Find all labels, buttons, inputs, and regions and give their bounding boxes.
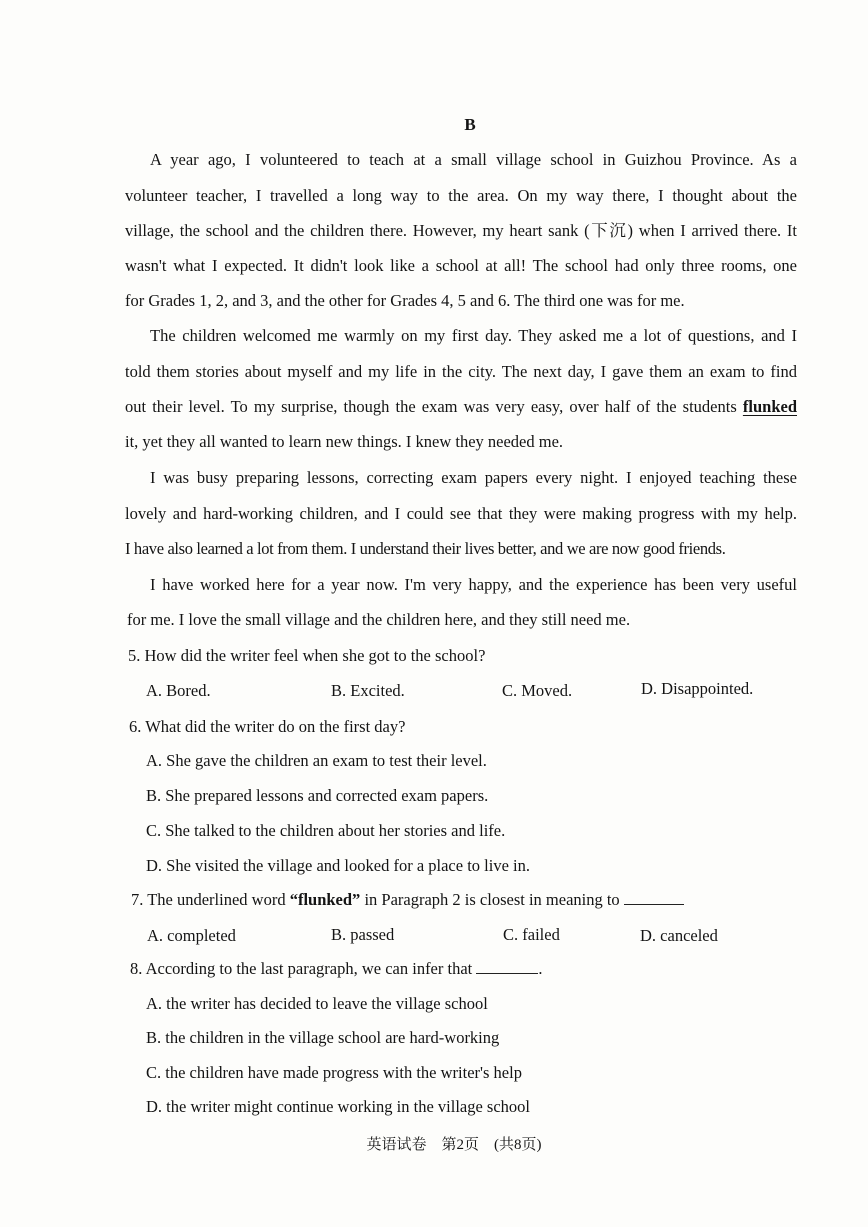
passage-line: I have also learned a lot from them. I understand their lives better, and we are now good friends. bbox=[125, 539, 726, 558]
question-stem bbox=[130, 958, 543, 980]
answer-blank bbox=[476, 959, 538, 974]
passage-line: village, the school and the children there. However, my heart sank (下沉) when I arrived there. It bbox=[125, 221, 797, 240]
stem-text: in Paragraph 2 is closest in meaning to bbox=[360, 890, 624, 909]
stem-text: . bbox=[538, 959, 543, 978]
section-label: B bbox=[464, 115, 476, 134]
stem-text: 7. The underlined word bbox=[131, 890, 290, 909]
passage-line: I have worked here for a year now. I'm very happy, and the experience has been very useful bbox=[150, 575, 797, 594]
passage-line: volunteer teacher, I travelled a long way to the area. On my way there, I thought about the bbox=[125, 186, 797, 205]
option-d: D. the writer might continue working in the village school bbox=[146, 1097, 531, 1116]
page-footer: 英语试卷 第2页 (共8页) bbox=[366, 1137, 542, 1153]
quoted-word: “flunked” bbox=[289, 890, 361, 909]
option-b: B. the children in the village school are hard-working bbox=[146, 1028, 500, 1047]
option-c: C. failed bbox=[503, 925, 560, 944]
option-d: D. She visited the village and looked for a place to live in. bbox=[146, 856, 530, 875]
question-stem bbox=[131, 889, 684, 911]
passage-line bbox=[125, 396, 797, 418]
stem-text: 8. According to the last paragraph, we can infer that bbox=[130, 959, 477, 978]
passage-line: A year ago, I volunteered to teach at a small village school in Guizhou Province. As a bbox=[150, 150, 797, 169]
passage-line: it, yet they all wanted to learn new things. I knew they needed me. bbox=[125, 432, 564, 451]
option-d: D. canceled bbox=[640, 926, 718, 945]
question-stem: 5. How did the writer feel when she got to the school? bbox=[128, 646, 486, 665]
option-b: B. She prepared lessons and corrected exam papers. bbox=[146, 786, 489, 805]
option-a: A. Bored. bbox=[146, 681, 211, 700]
question-stem: 6. What did the writer do on the first day? bbox=[129, 717, 406, 736]
option-b: B. passed bbox=[331, 925, 395, 944]
option-b: B. Excited. bbox=[331, 681, 405, 700]
passage-line: for me. I love the small village and the children here, and they still need me. bbox=[127, 610, 631, 629]
option-a: A. She gave the children an exam to test their level. bbox=[146, 751, 487, 770]
option-a: A. the writer has decided to leave the village school bbox=[146, 994, 488, 1013]
option-c: C. She talked to the children about her stories and life. bbox=[146, 821, 506, 840]
passage-line: The children welcomed me warmly on my first day. They asked me a lot of questions, and I bbox=[150, 326, 797, 345]
answer-blank bbox=[624, 890, 684, 905]
option-d: D. Disappointed. bbox=[641, 679, 754, 698]
passage-line: lovely and hard-working children, and I could see that they were making progress with my help. bbox=[125, 504, 797, 523]
underlined-word: flunked bbox=[742, 397, 797, 416]
option-a: A. completed bbox=[147, 926, 236, 945]
option-c: C. Moved. bbox=[502, 681, 573, 700]
passage-line: told them stories about myself and my life in the city. The next day, I gave them an exam to find bbox=[125, 362, 797, 381]
passage-text: out their level. To my surprise, though the exam was very easy, over half of the students bbox=[125, 397, 737, 416]
passage-line: wasn't what I expected. It didn't look like a school at all! The school had only three rooms, one bbox=[125, 256, 797, 275]
passage-line: for Grades 1, 2, and 3, and the other for Grades 4, 5 and 6. The third one was for me. bbox=[125, 291, 685, 310]
passage-line: I was busy preparing lessons, correcting exam papers every night. I enjoyed teaching these bbox=[150, 468, 797, 487]
option-c: C. the children have made progress with the writer's help bbox=[146, 1063, 522, 1082]
